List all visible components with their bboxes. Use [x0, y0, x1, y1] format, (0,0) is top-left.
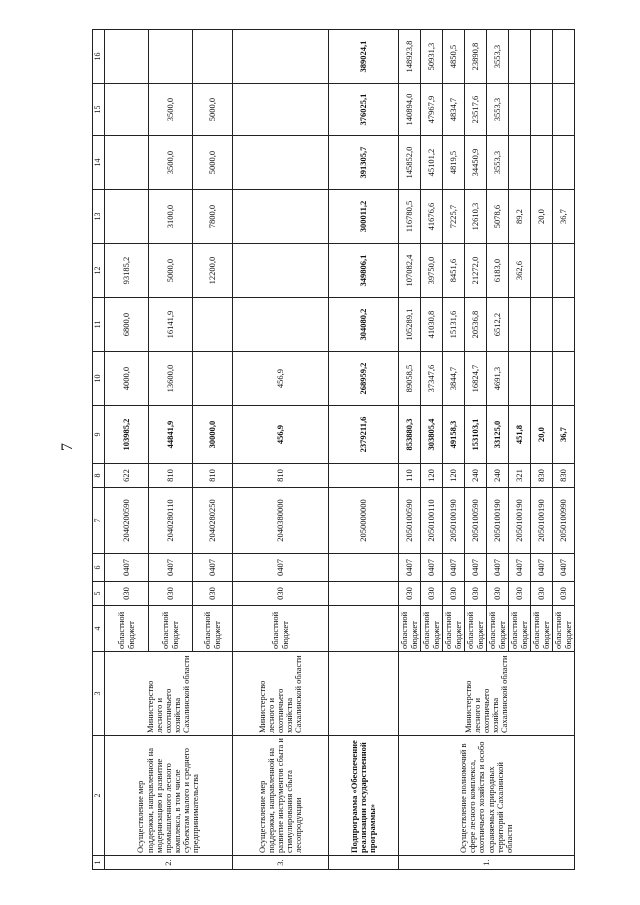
year-value: 140894,0 [399, 84, 421, 136]
year-value: 41030,8 [421, 298, 443, 352]
page-number: 7 [59, 443, 76, 451]
year-value: 116780,5 [399, 190, 421, 244]
row-number: 3. [233, 856, 329, 870]
year-value: 47967,9 [421, 84, 443, 136]
budget-source: областной бюджет [553, 606, 575, 652]
vr: 321 [509, 464, 531, 488]
rzpr: 0407 [399, 554, 421, 582]
year-value: 34450,9 [465, 136, 487, 190]
year-value [531, 352, 553, 406]
year-value [105, 190, 149, 244]
budget-source: областной бюджет [465, 606, 487, 652]
vr: 810 [233, 464, 329, 488]
year-value [509, 352, 531, 406]
year-value: 6800,0 [105, 298, 149, 352]
grbs: 030 [193, 582, 233, 606]
kcsr: 2050000000 [329, 488, 399, 554]
vr: 120 [443, 464, 465, 488]
year-value [553, 30, 575, 84]
rzpr: 0407 [487, 554, 509, 582]
col-9: 9 [93, 406, 105, 464]
vr: 240 [487, 464, 509, 488]
total: 36,7 [553, 406, 575, 464]
col-10: 10 [93, 352, 105, 406]
year-value: 12610,3 [465, 190, 487, 244]
year-value: 4834,7 [443, 84, 465, 136]
rzpr: 0407 [193, 554, 233, 582]
col-12: 12 [93, 244, 105, 298]
vr: 810 [149, 464, 193, 488]
grbs: 030 [105, 582, 149, 606]
year-value: 6183,0 [487, 244, 509, 298]
budget-source: областной бюджет [531, 606, 553, 652]
subprogram-name: Подпрограмма «Обеспечение реализации государственной программы» [329, 736, 399, 856]
vr: 622 [105, 464, 149, 488]
year-value [233, 136, 329, 190]
year-value: 15131,6 [443, 298, 465, 352]
year-value: 3100,0 [149, 190, 193, 244]
year-value: 93185,2 [105, 244, 149, 298]
year-value [509, 136, 531, 190]
year-value: 4850,5 [443, 30, 465, 84]
kcsr: 2040380000 [233, 488, 329, 554]
rzpr: 0407 [443, 554, 465, 582]
row-number: 2. [105, 856, 233, 870]
total: 456,9 [233, 406, 329, 464]
col-7: 7 [93, 488, 105, 554]
year-value: 4691,3 [487, 352, 509, 406]
year-value [105, 84, 149, 136]
kcsr: 2040280110 [149, 488, 193, 554]
year-value: 16141,9 [149, 298, 193, 352]
table-row [105, 30, 149, 870]
grbs: 030 [509, 582, 531, 606]
grbs: 030 [487, 582, 509, 606]
year-value: 8451,6 [443, 244, 465, 298]
budget-table [92, 29, 575, 870]
year-value [149, 30, 193, 84]
year-value: 7225,7 [443, 190, 465, 244]
table-row [233, 30, 329, 870]
year-value: 300011,2 [329, 190, 399, 244]
year-value: 12200,0 [193, 244, 233, 298]
rzpr: 0407 [509, 554, 531, 582]
year-value [531, 298, 553, 352]
year-value: 5000,0 [149, 244, 193, 298]
kcsr: 2050100990 [553, 488, 575, 554]
year-value [531, 244, 553, 298]
vr: 110 [399, 464, 421, 488]
measure-name: Осуществление мер поддержки, направленной на модернизацию и развитие промышленного лесного комплекса, в том числе субъектам малого и среднего предпринимательства [105, 736, 233, 856]
executor: Министерство лесного и охотничьего хозяйства Сахалинской области [399, 652, 575, 736]
year-value: 50931,3 [421, 30, 443, 84]
grbs: 030 [443, 582, 465, 606]
year-value: 4000,0 [105, 352, 149, 406]
year-value [233, 190, 329, 244]
kcsr: 2050100190 [487, 488, 509, 554]
year-value: 7800,0 [193, 190, 233, 244]
year-value: 391305,7 [329, 136, 399, 190]
year-value: 389024,1 [329, 30, 399, 84]
budget-source: областной бюджет [509, 606, 531, 652]
total: 103985,2 [105, 406, 149, 464]
year-value: 3844,7 [443, 352, 465, 406]
year-value: 21272,0 [465, 244, 487, 298]
budget-source: областной бюджет [149, 606, 193, 652]
vr: 830 [553, 464, 575, 488]
col-15: 15 [93, 84, 105, 136]
col-11: 11 [93, 298, 105, 352]
budget-source: областной бюджет [421, 606, 443, 652]
year-value: 37347,6 [421, 352, 443, 406]
year-value: 3500,0 [149, 136, 193, 190]
kcsr: 2050100190 [443, 488, 465, 554]
kcsr: 2050100590 [399, 488, 421, 554]
grbs: 030 [421, 582, 443, 606]
total: 2379211,6 [329, 406, 399, 464]
col-3: 3 [93, 652, 105, 736]
rzpr: 0407 [421, 554, 443, 582]
year-value: 6512,2 [487, 298, 509, 352]
total: 153103,1 [465, 406, 487, 464]
year-value [509, 298, 531, 352]
table-viewport [92, 30, 573, 870]
year-value: 13600,0 [149, 352, 193, 406]
year-value [233, 298, 329, 352]
budget-source: областной бюджет [443, 606, 465, 652]
budget-source: областной бюджет [487, 606, 509, 652]
col-1: 1 [93, 856, 105, 870]
budget-source: областной бюджет [105, 606, 149, 652]
year-value: 3500,0 [149, 84, 193, 136]
budget-table-rotated [92, 30, 573, 870]
year-value [193, 298, 233, 352]
year-value: 268959,2 [329, 352, 399, 406]
total: 44841,9 [149, 406, 193, 464]
year-value [531, 136, 553, 190]
year-value: 148923,8 [399, 30, 421, 84]
year-value: 23517,6 [465, 84, 487, 136]
rzpr: 0407 [105, 554, 149, 582]
year-value: 107082,4 [399, 244, 421, 298]
col-13: 13 [93, 190, 105, 244]
total: 853880,3 [399, 406, 421, 464]
executor: Министерство лесного и охотничьего хозяйства Сахалинской области [105, 652, 233, 736]
year-value: 20,0 [531, 190, 553, 244]
rzpr: 0407 [465, 554, 487, 582]
kcsr: 2050100110 [421, 488, 443, 554]
year-value: 5000,0 [193, 84, 233, 136]
vr: 830 [531, 464, 553, 488]
year-value: 41676,6 [421, 190, 443, 244]
total: 303805,4 [421, 406, 443, 464]
year-value: 5078,6 [487, 190, 509, 244]
grbs: 030 [465, 582, 487, 606]
year-value: 20536,8 [465, 298, 487, 352]
year-value [105, 136, 149, 190]
total: 30000,0 [193, 406, 233, 464]
vr: 120 [421, 464, 443, 488]
col-4: 4 [93, 606, 105, 652]
measure-name: Осуществление полномочий в сфере лесного комплекса, охотничьего хозяйства и особо охраняемых природных территорий Сахалинской области [399, 736, 575, 856]
year-value: 5000,0 [193, 136, 233, 190]
year-value [509, 84, 531, 136]
year-value: 349806,1 [329, 244, 399, 298]
col-16: 16 [93, 30, 105, 84]
grbs: 030 [399, 582, 421, 606]
year-value: 362,6 [509, 244, 531, 298]
year-value: 23890,8 [465, 30, 487, 84]
total: 49158,3 [443, 406, 465, 464]
table-row [399, 30, 421, 870]
header-row [93, 30, 105, 870]
total: 451,8 [509, 406, 531, 464]
rzpr: 0407 [553, 554, 575, 582]
year-value [553, 352, 575, 406]
year-value: 89058,5 [399, 352, 421, 406]
year-value [233, 30, 329, 84]
vr: 240 [465, 464, 487, 488]
budget-source: областной бюджет [399, 606, 421, 652]
grbs: 030 [531, 582, 553, 606]
kcsr: 2040280250 [193, 488, 233, 554]
year-value [531, 84, 553, 136]
rzpr: 0407 [233, 554, 329, 582]
vr: 810 [193, 464, 233, 488]
year-value [509, 30, 531, 84]
rzpr: 0407 [531, 554, 553, 582]
year-value: 4819,5 [443, 136, 465, 190]
budget-source: областной бюджет [193, 606, 233, 652]
year-value [531, 30, 553, 84]
year-value: 145852,0 [399, 136, 421, 190]
rzpr: 0407 [149, 554, 193, 582]
kcsr: 2050100590 [465, 488, 487, 554]
kcsr: 2040200590 [105, 488, 149, 554]
year-value [553, 84, 575, 136]
year-value: 3553,3 [487, 136, 509, 190]
year-value: 36,7 [553, 190, 575, 244]
col-14: 14 [93, 136, 105, 190]
row-number: 1. [399, 856, 575, 870]
total: 20,0 [531, 406, 553, 464]
executor: Министерство лесного и охотничьего хозяйства Сахалинской области [233, 652, 329, 736]
kcsr: 2050100190 [509, 488, 531, 554]
year-value: 304080,2 [329, 298, 399, 352]
year-value [193, 352, 233, 406]
year-value: 3553,3 [487, 84, 509, 136]
year-value [553, 244, 575, 298]
year-value: 39750,0 [421, 244, 443, 298]
grbs: 030 [233, 582, 329, 606]
budget-source: областной бюджет [233, 606, 329, 652]
year-value: 456,9 [233, 352, 329, 406]
grbs: 030 [149, 582, 193, 606]
grbs: 030 [553, 582, 575, 606]
year-value [233, 84, 329, 136]
year-value: 3553,3 [487, 30, 509, 84]
year-value [193, 30, 233, 84]
year-value: 105289,1 [399, 298, 421, 352]
subprogram-row [329, 30, 399, 870]
year-value: 376025,1 [329, 84, 399, 136]
col-5: 5 [93, 582, 105, 606]
col-8: 8 [93, 464, 105, 488]
year-value: 16824,7 [465, 352, 487, 406]
measure-name: Осуществление мер поддержки, направленной на развитие инструментов сбыта и стимулирования сбыта лесопродукции [233, 736, 329, 856]
year-value: 45101,2 [421, 136, 443, 190]
year-value: 89,2 [509, 190, 531, 244]
year-value [233, 244, 329, 298]
total: 33125,0 [487, 406, 509, 464]
col-2: 2 [93, 736, 105, 856]
year-value [105, 30, 149, 84]
col-6: 6 [93, 554, 105, 582]
year-value [553, 298, 575, 352]
year-value [553, 136, 575, 190]
kcsr: 2050100190 [531, 488, 553, 554]
